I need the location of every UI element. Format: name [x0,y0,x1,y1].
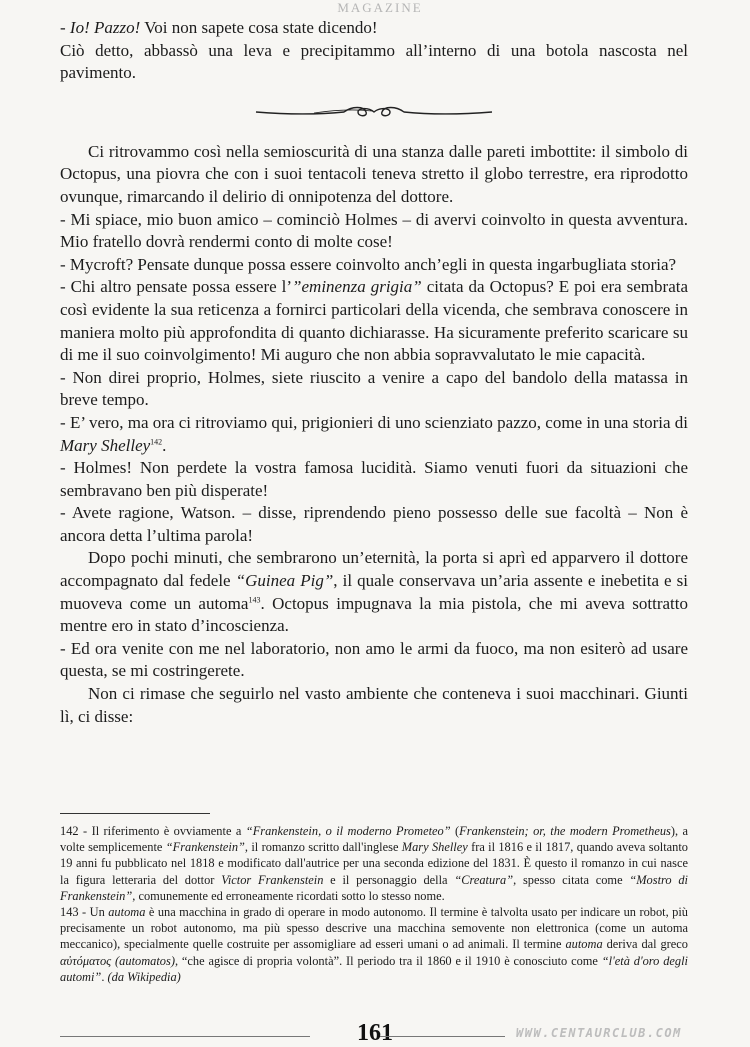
text-run: 142 - Il riferimento è ovviamente a [60,824,246,838]
text-run: , comunemente ed erroneamente ricordati sotto lo stesso nome. [132,888,445,903]
footnote-ref: 142 [150,436,163,446]
emphasis: Victor Frankenstein [221,872,324,887]
text-run: . [162,435,167,455]
emphasis: automa [108,905,146,920]
text-run: , il romanzo scritto dall'inglese [244,840,402,855]
paragraph [60,276,688,366]
footnote-ref: 143 [248,595,261,604]
emphasis: “Frankenstein, o il moderno Prometeo” [245,824,451,838]
text-run: fra il 1816 e il 1817, quando aveva soltanto 19 anni fu pubblicato nel 1818 e modificato dall'autrice per una seconda edizione del 1831. È questo il romanzo in cui nasce la figura letteraria del dottor [60,840,688,887]
text-run: . Octopus impugnava la mia pistola, che mi aveva sottratto mentre ero in stato d’incoscienza. [60,593,688,636]
text-run: . [101,969,108,984]
page-number: 161 [357,1020,393,1046]
text-run: , “che agisce di propria volontà”. Il periodo tra il 1860 e il 1910 è conosciuto come [174,953,602,968]
emphasis: Io! Pazzo! [69,18,141,37]
text-run: - [60,18,70,37]
paragraph: - Mycroft? Pensate dunque possa essere coinvolto anch’egli in questa ingarbugliata storia? [60,254,677,274]
paragraph: - Mi spiace, mio buon amico – cominciò Holmes – di avervi coinvolto in questa avventura. Mio fratello dovrà rendermi conto di molte cose! [60,209,688,252]
paragraph: - Ed ora venite con me nel laboratorio, non amo le armi da fuoco, ma non esiterò ad usare questa, se mi costringerete. [60,638,688,681]
emphasis: “Guinea Pig” [235,571,334,591]
footer-rule-left [60,1036,310,1037]
text-run: citata da Octopus? E poi era sembrata così evidente la sua reticenza a fornirci particolari della vicenda, che sembrava conoscere in maniera molto più approfondita di quanto dichiarasse. Ha sicuramente preferito scaricare su di me il suo coinvolgimento! Mi auguro che non abbia sopravvalutato le mie capacità. [60,277,689,365]
text-run: 143 - Un [60,905,109,920]
text-run: , il quale conservava un’aria assente e inebetita e si muoveva come un automa [60,571,688,613]
emphasis: “Frankenstein” [165,840,245,855]
text-run: è una macchina in grado di operare in modo autonomo. Il termine è talvolta usato per indicare un robot, più precisamente un robot autonomo, ma più spesso descrive una macchina semovente non elettronica (come un automa meccanico), specialmente quelle costruite per assomigliare ad esseri umani o ad animali. Il termine [60,905,688,952]
text-run: ), a volte semplicemente [60,824,688,855]
paragraph: - Non direi proprio, Holmes, siete riuscito a venire a capo del bandolo della matassa in breve tempo. [60,367,688,410]
text-run: - E’ vero, ma ora ci ritroviamo qui, prigionieri di uno scienziato pazzo, come in una storia di [60,412,688,432]
running-head: MAGAZINE [337,0,423,15]
paragraph: Ci ritrovammo così nella semioscurità di una stanza dalle pareti imbottite: il simbolo di Octopus, una piovra che con i suoi tentacoli teneva stretto il globo terrestre, era riprodotto ovunque, rimarcando il delirio di onnipotenza del dottore. [60,141,688,206]
emphasis: ”eminenza grigia” [292,277,422,297]
paragraph: - Holmes! Non perdete la vostra famosa lucidità. Siamo venuti fuori da situazioni che sembravano ben più disperate! [60,458,688,500]
text-run: , spesso citata come [513,872,630,887]
ornament-divider [254,103,494,121]
emphasis: “l'età d'oro degli automi” [60,953,688,984]
text-run: deriva dal greco [602,937,689,952]
text-run: ( [450,824,460,838]
emphasis: Frankenstein; or, the modern Prometheus [459,824,671,838]
emphasis: automa [565,937,603,952]
footnotes [60,823,688,985]
emphasis: “Mostro di Frankenstein” [60,872,688,903]
footer-rule-right [380,1036,505,1037]
paragraph [60,547,688,637]
text-run: Voi non sapete cosa state dicendo! [140,18,378,37]
footnote-143 [60,904,688,985]
emphasis: “Creatura” [454,872,514,887]
text-run: Dopo pochi minuti, che sembrarono un’eternità, la porta si aprì ed apparvero il dottore accompagnato dal fedele [60,548,688,591]
footnote-rule [60,813,210,814]
paragraph: Non ci rimase che seguirlo nel vasto ambiente che conteneva i suoi macchinari. Giunti lì, ci disse: [60,684,688,726]
emphasis: Mary Shelley [60,435,151,455]
footnote-142 [60,823,688,904]
text-run: e il personaggio della [323,872,455,887]
watermark: WWW.CENTAURCLUB.COM [516,1026,682,1040]
emphasis: Mary Shelley [401,840,468,855]
body-text [60,17,688,728]
paragraph: Ciò detto, abbassò una leva e precipitammo all’interno di una botola nascosta nel pavimento. [60,40,688,83]
emphasis: αὐτόματος (automatos) [60,953,175,968]
emphasis: (da Wikipedia) [107,969,181,984]
paragraph [60,412,688,457]
paragraph: - Avete ragione, Watson. – disse, riprendendo pieno possesso delle sue facoltà – Non è ancora detta l’ultima parola! [60,503,688,545]
paragraph [60,17,688,40]
text-run: - Chi altro pensate possa essere l’ [60,277,293,297]
